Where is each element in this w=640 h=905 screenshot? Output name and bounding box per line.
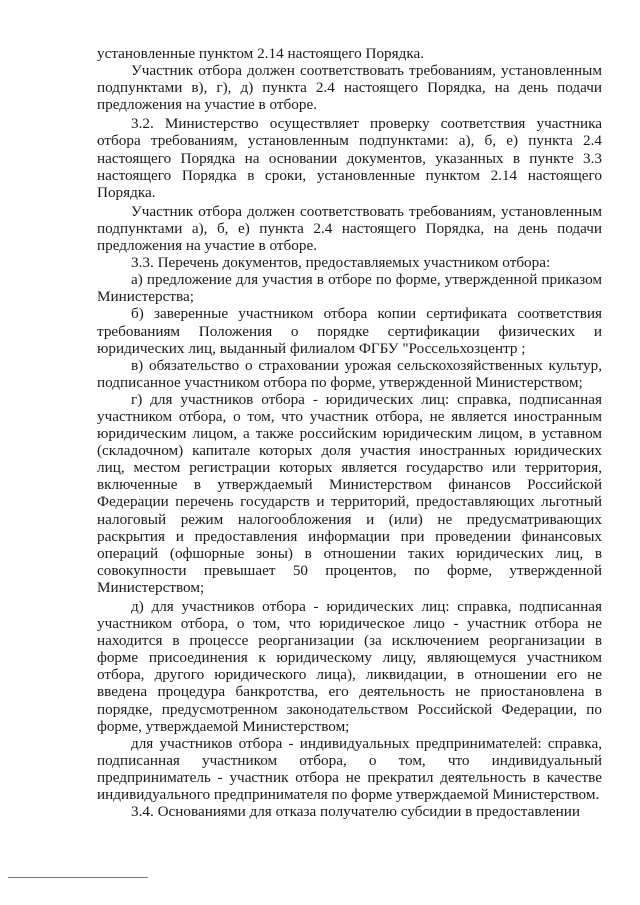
list-item-b: б) заверенные участником отбора копии сертификата соответствия требованиям Положения о порядке сертификации физических и юридических лиц, выданный филиалом ФГБУ "Россельхозцентр ; [97,305,602,357]
paragraph-3-3: 3.3. Перечень документов, предоставляемых участником отбора: [131,254,551,272]
list-item-g: г) для участников отбора - юридических лиц: справка, подписанная участником отбора, о том, что участник отбора, не является иностранным юридическим лицом, а также российским юридическим лицом, в уставном (складочном) капитале которых доля участия иностранных юридических лиц, местом регистрации которых является государство или территория, включенные в утверждаемый Министерством финансов Российской Федерации перечень государств и территорий, предоставляющих льготный налоговый режим налогообложения и (или) не предусматривающих раскрытия и предоставления информации при проведении финансовых операций (офшорные зоны) в отношении таких юридических лиц, в совокупности превышает 50 процентов, по форме, утвержденной Министерством; [97,390,602,596]
document-body [97,45,602,820]
paragraph-requirement-1: Участник отбора должен соответствовать требованиям, установленным подпунктами в), г), д) пункта 2.4 настоящего Порядка, на день подачи предложения на участие в отборе. [97,62,602,114]
paragraph-continuation: установленные пунктом 2.14 настоящего Порядка. [97,45,425,62]
list-item-d: д) для участников отбора - юридических лиц: справка, подписанная участником отбора, о том, что юридическое лицо - участник отбора не находится в процессе реорганизации (за исключением реорганизации в форме присоединения к юридическому лицу, являющемуся участником отбора, другого юридического лица), ликвидации, в отношении его не введена процедура банкротства, его деятельность не приостановлена в порядке, предусмотренном законодательством Российской Федерации, по форме, утверждаемой Министерством; [97,598,602,735]
paragraph-3-4: 3.4. Основаниями для отказа получателю субсидии в предоставлении [131,803,581,821]
list-item-v: в) обязательство о страховании урожая сельскохозяйственных культур, подписанное участником отбора по форме, утвержденной Министерством; [97,356,602,391]
list-item-a: а) предложение для участия в отборе по форме, утвержденной приказом Министерства; [97,271,602,306]
paragraph-3-2: 3.2. Министерство осуществляет проверку соответствия участника отбора требованиям, установленным подпунктами: а), б, е) пункта 2.4 настоящего Порядка на основании документов, указанных в пункте 3.3 настоящего Порядка в сроки, установленные пунктом 2.14 настоящего Порядка. [97,115,602,201]
list-item-d-entrepreneurs: для участников отбора - индивидуальных предпринимателей: справка, подписанная участником отбора, о том, что индивидуальный предприниматель - участник отбора не прекратил деятельность в качестве индивидуального предпринимателя по форме утверждаемой Министерством. [97,734,602,804]
footer-scan-line [8,877,148,878]
paragraph-requirement-2: Участник отбора должен соответствовать требованиям, установленным подпунктами а), б, е) пункта 2.4 настоящего Порядка, на день подачи предложения на участие в отборе. [97,202,602,255]
